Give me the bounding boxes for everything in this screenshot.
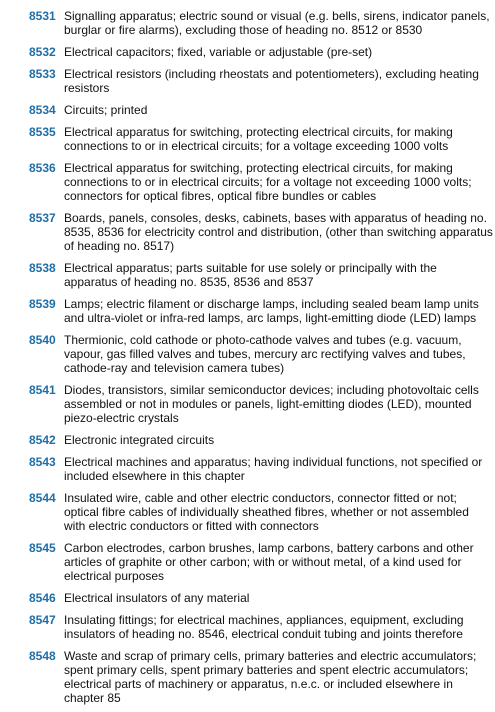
heading-description: Insulating fittings; for electrical machines, appliances, equipment, excluding insulators of heading no. 8546, electrical conduit tubing and joints therefore <box>64 613 464 641</box>
heading-row-8531[interactable] <box>0 9 495 37</box>
heading-row-8532[interactable] <box>0 45 495 59</box>
heading-row-8536[interactable] <box>0 161 495 203</box>
heading-description: Electrical resistors (including rheostats and potentiometers), excluding heating resistors <box>64 67 479 95</box>
heading-description: Waste and scrap of primary cells, primary batteries and electric accumulators; spent primary cells, spent primary batteries and spent electric accumulators; electrical parts of machinery or apparatus, n.e.c. or included elsewhere in chapter 85 <box>64 649 477 705</box>
heading-code[interactable]: 8547 <box>29 613 56 627</box>
heading-description: Electrical insulators of any material <box>64 591 250 605</box>
heading-row-8533[interactable] <box>0 67 495 95</box>
heading-row-8543[interactable] <box>0 455 495 483</box>
heading-row-8541[interactable] <box>0 383 495 425</box>
heading-description: Electrical apparatus for switching, protecting electrical circuits, for making connections to or in electrical circuits; for a voltage exceeding 1000 volts <box>64 125 453 153</box>
heading-row-8537[interactable] <box>0 211 495 253</box>
heading-code[interactable]: 8537 <box>29 211 56 225</box>
heading-row-8548[interactable] <box>0 649 495 705</box>
heading-description: Boards, panels, consoles, desks, cabinets, bases with apparatus of heading no. 8535, 8536 for electricity control and distribution, (other than switching apparatus of heading no. 8517) <box>64 211 493 253</box>
heading-row-8539[interactable] <box>0 297 495 325</box>
heading-code[interactable]: 8544 <box>29 491 56 505</box>
heading-description: Electrical apparatus; parts suitable for use solely or principally with the apparatus of heading no. 8535, 8536 and 8537 <box>64 261 437 289</box>
heading-description: Electrical apparatus for switching, protecting electrical circuits, for making connections to or in electrical circuits; for a voltage not exceeding 1000 volts; connectors for optical fibres, optical fibre bundles or cables <box>64 161 472 203</box>
heading-row-8540[interactable] <box>0 333 495 375</box>
heading-row-8534[interactable] <box>0 103 495 117</box>
heading-code[interactable]: 8532 <box>29 45 56 59</box>
heading-description: Thermionic, cold cathode or photo-cathode valves and tubes (e.g. vacuum, vapour, gas filled valves and tubes, mercury arc rectifying valves and tubes, cathode-ray and television camera tubes) <box>64 333 466 375</box>
heading-row-8535[interactable] <box>0 125 495 153</box>
heading-code[interactable]: 8548 <box>29 649 56 663</box>
heading-description: Lamps; electric filament or discharge lamps, including sealed beam lamp units and ultra-violet or infra-red lamps, arc lamps, light-emitting diode (LED) lamps <box>64 297 479 325</box>
heading-description: Diodes, transistors, similar semiconductor devices; including photovoltaic cells assembled or not in modules or panels, light-emitting diodes (LED), mounted piezo-electric crystals <box>64 383 479 425</box>
heading-code[interactable]: 8538 <box>29 261 56 275</box>
heading-row-8545[interactable] <box>0 541 495 583</box>
heading-code[interactable]: 8534 <box>29 103 56 117</box>
heading-code[interactable]: 8546 <box>29 591 56 605</box>
heading-code[interactable]: 8531 <box>29 9 56 23</box>
heading-row-8546[interactable] <box>0 591 495 605</box>
heading-description: Carbon electrodes, carbon brushes, lamp carbons, battery carbons and other articles of graphite or other carbon; with or without metal, of a kind used for electrical purposes <box>64 541 474 583</box>
heading-description: Insulated wire, cable and other electric conductors, connector fitted or not; optical fibre cables of individually sheathed fibres, whether or not assembled with electric conductors or fitted with connectors <box>64 491 469 533</box>
heading-row-8542[interactable] <box>0 433 495 447</box>
heading-code[interactable]: 8536 <box>29 161 56 175</box>
heading-description: Circuits; printed <box>64 103 148 117</box>
heading-description: Electrical machines and apparatus; having individual functions, not specified or included elsewhere in this chapter <box>64 455 483 483</box>
heading-code[interactable]: 8539 <box>29 297 56 311</box>
heading-row-8538[interactable] <box>0 261 495 289</box>
heading-code[interactable]: 8545 <box>29 541 56 555</box>
heading-code[interactable]: 8542 <box>29 433 56 447</box>
heading-description: Electronic integrated circuits <box>64 433 215 447</box>
heading-description: Signalling apparatus; electric sound or visual (e.g. bells, sirens, indicator panels, burglar or fire alarms), excluding those of heading no. 8512 or 8530 <box>64 9 490 37</box>
heading-row-8544[interactable] <box>0 491 495 533</box>
heading-code[interactable]: 8540 <box>29 333 56 347</box>
heading-code[interactable]: 8541 <box>29 383 56 397</box>
heading-code[interactable]: 8533 <box>29 67 56 81</box>
heading-description: Electrical capacitors; fixed, variable or adjustable (pre-set) <box>64 45 373 59</box>
heading-code[interactable]: 8543 <box>29 455 56 469</box>
heading-code[interactable]: 8535 <box>29 125 56 139</box>
heading-row-8547[interactable] <box>0 613 495 641</box>
